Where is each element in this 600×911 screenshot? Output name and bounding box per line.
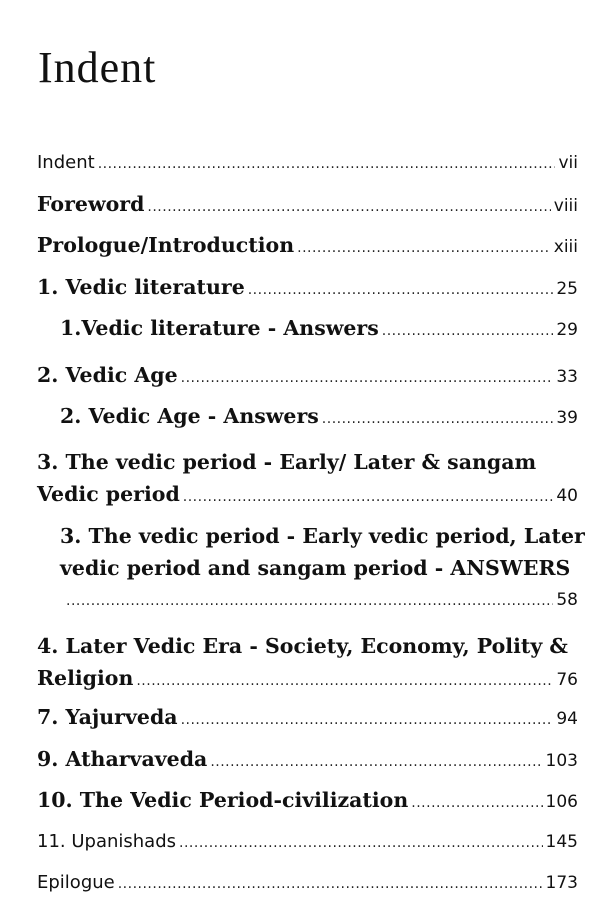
toc-entry-civilization[interactable] xyxy=(37,784,578,819)
toc-entry-label: 11. Upanishads xyxy=(37,831,177,852)
dot-leader xyxy=(118,868,543,900)
toc-entry-label-line2: Religion xyxy=(37,666,134,690)
dot-leader xyxy=(183,481,554,513)
toc-entry-label: Indent xyxy=(37,152,95,173)
toc-entry-label: Foreword xyxy=(37,192,145,216)
toc-entry-label: 1.Vedic literature - Answers xyxy=(60,316,379,340)
toc-entry-label: Epilogue xyxy=(37,872,115,893)
toc-entry-epilogue[interactable] xyxy=(37,867,578,900)
toc-entry-upanishads[interactable] xyxy=(37,826,578,859)
toc-entry-vedic-age[interactable] xyxy=(37,359,578,394)
toc-entry-label: 10. The Vedic Period-civilization xyxy=(37,788,409,812)
dot-leader xyxy=(322,403,554,435)
toc-page-number: xiii xyxy=(553,237,578,257)
toc-entry-atharvaveda[interactable] xyxy=(37,743,578,778)
toc-entry-label-line1: 3. The vedic period - Early/ Later & sangam xyxy=(37,450,537,474)
toc-page-number: 76 xyxy=(556,670,578,690)
toc-page-number: 33 xyxy=(556,367,578,387)
toc-entry-label: 1. Vedic literature xyxy=(37,275,245,299)
toc-page-number: 39 xyxy=(556,408,578,428)
toc-entry-label: 2. Vedic Age - Answers xyxy=(60,404,319,428)
toc-entry-label: 2. Vedic Age xyxy=(37,363,178,387)
toc-entry-vedic-age-answers[interactable] xyxy=(60,400,578,435)
toc-entry-label-line1: 4. Later Vedic Era - Society, Economy, Polity & xyxy=(37,634,568,658)
toc-entry-vedic-literature[interactable] xyxy=(37,271,578,306)
toc-entry-yajurveda[interactable] xyxy=(37,701,578,736)
dot-leader xyxy=(297,232,551,264)
dot-leader xyxy=(181,362,554,394)
toc-entry-label-line2: vedic period and sangam period - ANSWERS xyxy=(60,556,571,580)
toc-entry-foreword[interactable] xyxy=(37,188,578,223)
dot-leader xyxy=(210,746,542,778)
toc-page-number: 145 xyxy=(545,832,578,852)
dot-leader xyxy=(66,585,553,617)
toc-page-number: 40 xyxy=(556,486,578,506)
toc-entry-vedic-period-answers[interactable] xyxy=(60,520,585,617)
toc-page-number: 25 xyxy=(556,279,578,299)
toc-entry-label-line1: 3. The vedic period - Early vedic period, Later xyxy=(60,524,585,548)
toc-entry-label: 9. Atharvaveda xyxy=(37,747,208,771)
dot-leader xyxy=(248,274,554,306)
toc-entry-label: 7. Yajurveda xyxy=(37,705,178,729)
toc-entry-label-line2: Vedic period xyxy=(37,482,180,506)
toc-page-number: 29 xyxy=(556,320,578,340)
toc-page-number: 106 xyxy=(545,792,578,812)
page-title: Indent xyxy=(38,43,157,92)
toc-page-number: viii xyxy=(553,196,578,216)
toc-entry-indent[interactable] xyxy=(37,147,578,180)
toc-entry-later-vedic-era[interactable] xyxy=(37,630,578,697)
toc-page-number: 94 xyxy=(556,709,578,729)
dot-leader xyxy=(382,315,554,347)
dot-leader xyxy=(147,191,550,223)
toc-entry-prologue[interactable] xyxy=(37,229,578,264)
dot-leader xyxy=(181,704,554,736)
toc-page-number: 58 xyxy=(556,590,578,610)
toc-page-number: 173 xyxy=(545,873,578,893)
dot-leader xyxy=(98,148,556,180)
dot-leader xyxy=(179,827,543,859)
toc-entry-label: Prologue/Introduction xyxy=(37,233,295,257)
dot-leader xyxy=(136,665,553,697)
toc-page-number: 103 xyxy=(545,751,578,771)
toc-entry-vedic-literature-answers[interactable] xyxy=(60,312,578,347)
toc-page-number: vii xyxy=(558,153,578,173)
dot-leader xyxy=(411,787,542,819)
toc-entry-vedic-period[interactable] xyxy=(37,446,578,513)
